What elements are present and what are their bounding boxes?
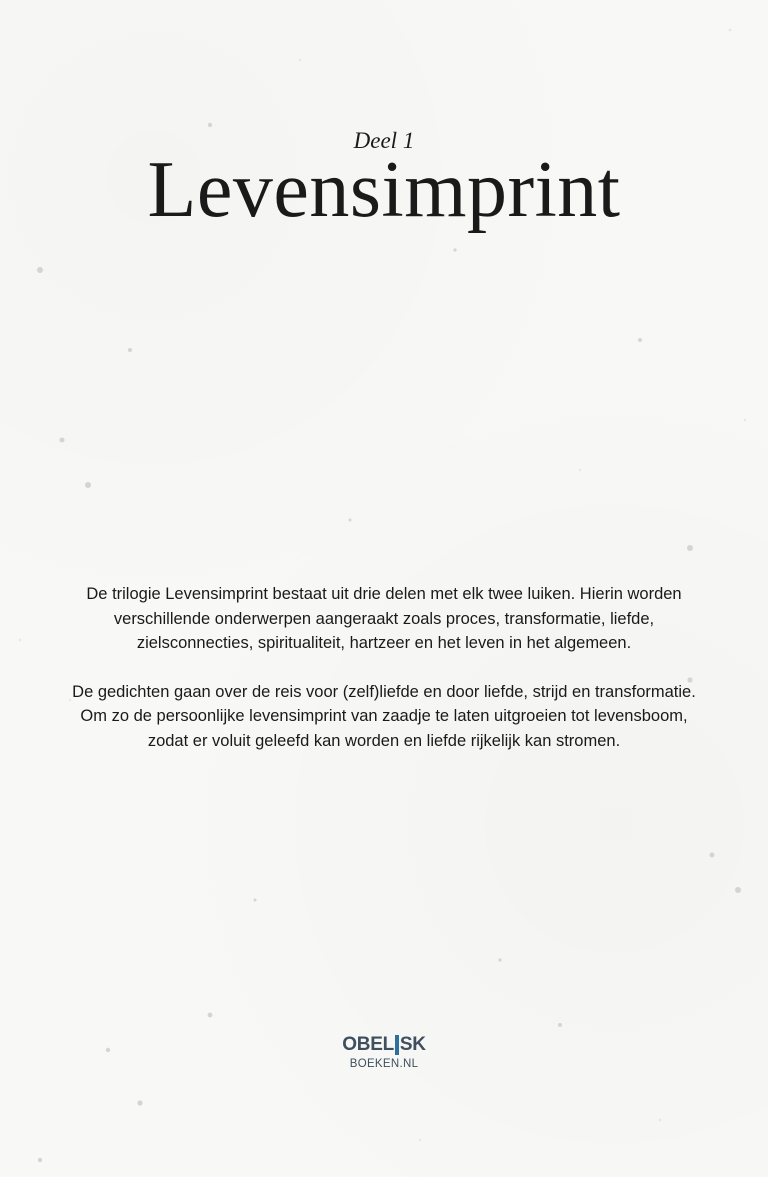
back-cover-blurb: [60, 582, 708, 777]
publisher-logo: [334, 1035, 434, 1095]
part-label: Deel 1: [353, 128, 415, 153]
book-title: Levensimprint: [147, 146, 621, 234]
publisher-logo-wordmark: [334, 1035, 434, 1056]
publisher-logo-left: OBEL: [342, 1034, 394, 1055]
publisher-logo-right: SK: [399, 1034, 426, 1055]
publisher-website: BOEKEN.NL: [349, 1058, 419, 1070]
obelisk-bar-icon: [395, 1035, 399, 1055]
blurb-paragraph: De trilogie Levensimprint bestaat uit drie delen met elk twee luiken. Hierin worden verschillende onderwerpen aangeraakt zoals proces, transformatie, liefde, zielsconnecties, spiritualiteit, hartzeer en het leven in het algemeen.: [86, 585, 682, 652]
blurb-paragraph: De gedichten gaan over de reis voor (zelf)liefde en door liefde, strijd en transformatie. Om zo de persoonlijke levensimprint van zaadje te laten uitgroeien tot levensboom, zodat er voluit geleefd kan worden en liefde rijkelijk kan stromen.: [72, 682, 696, 750]
